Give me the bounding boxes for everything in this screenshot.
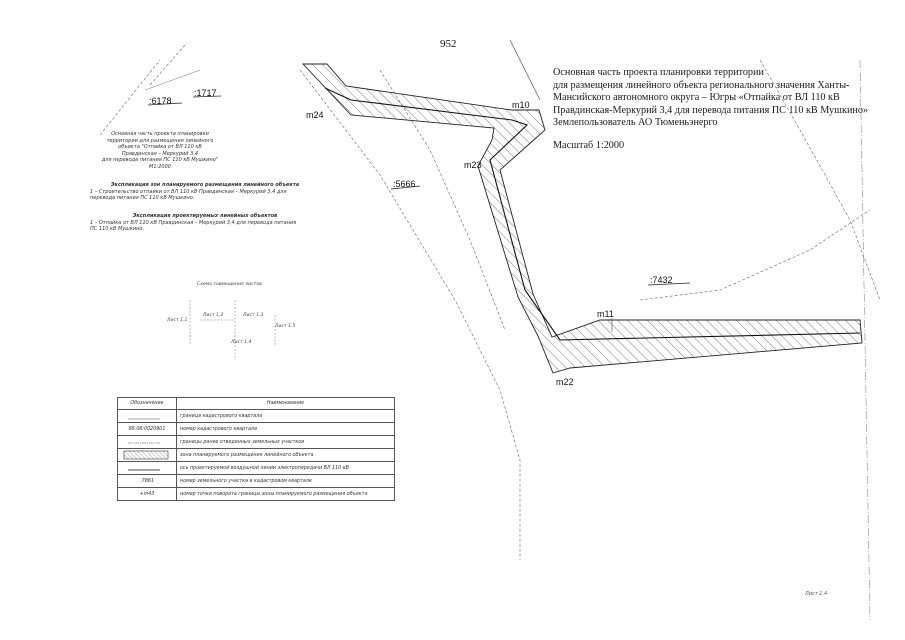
explication-objects-heading: Экспликация проектируемых линейных объектов (132, 213, 278, 219)
parcel-label-7432: :7432 (650, 275, 673, 285)
legend-name: зона планируемого размещения линейного объекта (177, 449, 395, 462)
note-line: Основная часть проекта планировки (111, 131, 209, 137)
legend-symbol (118, 436, 177, 449)
page-number: 952 (440, 38, 457, 50)
legend-symbol: :7861 (118, 475, 177, 488)
legend-name: номер кадастрового квартала (177, 423, 395, 436)
legend-symbol (118, 449, 177, 462)
legend-symbol: 86:08:0020901 (118, 423, 177, 436)
note-line: объекта "Отпайка от ВЛ 110 кВ (118, 144, 202, 151)
legend-name: номер земельного участка в кадастровом квартале (177, 475, 395, 488)
note-line: территории для размещения линейного (106, 137, 214, 144)
legend-name: ось проектируемой воздушной линии электропередачи ВЛ 110 кВ (177, 462, 395, 475)
sheet-footer: Лист 1.4 (805, 591, 828, 597)
sheet-label: Лист 1.5 (275, 324, 296, 329)
point-label-m24: m24 (306, 110, 324, 120)
note-block (60, 131, 260, 171)
legend-table (117, 397, 395, 501)
legend-row (118, 475, 395, 488)
sheet-label: Лист 1.2 (203, 313, 224, 318)
legend-header-name: Наименование (177, 398, 395, 410)
legend-symbol: +m43 (118, 488, 177, 501)
point-label-m10: m10 (512, 100, 530, 110)
legend-name: граница кадастрового квартала (177, 410, 395, 423)
explication-objects-line: ПС 110 кВ Мушкино. (90, 226, 145, 233)
sheet-scheme (155, 282, 295, 362)
scale-label: Масштаб 1:2000 (553, 139, 625, 151)
legend-name: границы ранее отведенных земельных участков (177, 436, 395, 449)
parcel-label-1717: :1717 (194, 88, 217, 98)
title-line: Основная часть проекта планировки территории (553, 67, 764, 78)
parcel-label-6178: :6178 (149, 96, 172, 106)
title-line: Землепользователь АО Тюменьэнерго (553, 117, 718, 129)
explication-zones (90, 182, 320, 202)
explication-objects-line: 1 – Отпайка от ВЛ 110 кВ Правдинская – Меркурий 3,4 для перевода питания (90, 219, 297, 226)
sheet-label: Лист 1.4 (231, 340, 252, 345)
legend-symbol (118, 462, 177, 475)
explication-zones-line: перевода питания ПС 110 кВ Мушкино. (90, 195, 195, 202)
title-block (553, 67, 893, 153)
point-label-m23: m23 (464, 160, 482, 170)
legend-name: номер точки поворота границы зоны планируемого размещения объекта (177, 488, 395, 501)
point-label-m22: m22 (556, 377, 574, 387)
legend-row (118, 488, 395, 501)
title-line: для размещения линейного объекта регионального значения Ханты- (553, 79, 850, 91)
sheet-label: Лист 1.1 (167, 318, 188, 323)
parcel-label-5666: :5666 (393, 179, 416, 189)
sheet-label: Лист 1.3 (243, 313, 264, 318)
legend-row (118, 449, 395, 462)
explication-objects (90, 213, 320, 233)
explication-zones-heading: Экспликация зон планируемого размещения линейного объекта (110, 182, 300, 188)
point-label-m11: m11 (597, 309, 614, 319)
legend-row (118, 423, 395, 436)
title-line: Правдинская-Меркурий 3,4 для перевода питания ПС 110 кВ Мушкино» (553, 104, 869, 116)
sheet-scheme-title: Схема совмещения листов (197, 282, 262, 287)
legend-row (118, 436, 395, 449)
title-line: Мансийского автономного округа – Югры «Отпайка от ВЛ 110 кВ (553, 92, 840, 104)
explication-zones-line: 1 – Строительство отпайки от ВЛ 110 кВ Правдинская – Меркурий 3,4 для (90, 188, 287, 195)
legend-header-symbol: Обозначение (118, 398, 177, 410)
legend-row (118, 410, 395, 423)
legend-row (118, 462, 395, 475)
legend-symbol (118, 410, 177, 423)
note-line: Правдинская – Меркурий 3,4 (121, 150, 199, 157)
note-line: для перевода питания ПС 110 кВ Мушкино" (101, 157, 219, 164)
note-line: М1:2000 (149, 163, 171, 170)
